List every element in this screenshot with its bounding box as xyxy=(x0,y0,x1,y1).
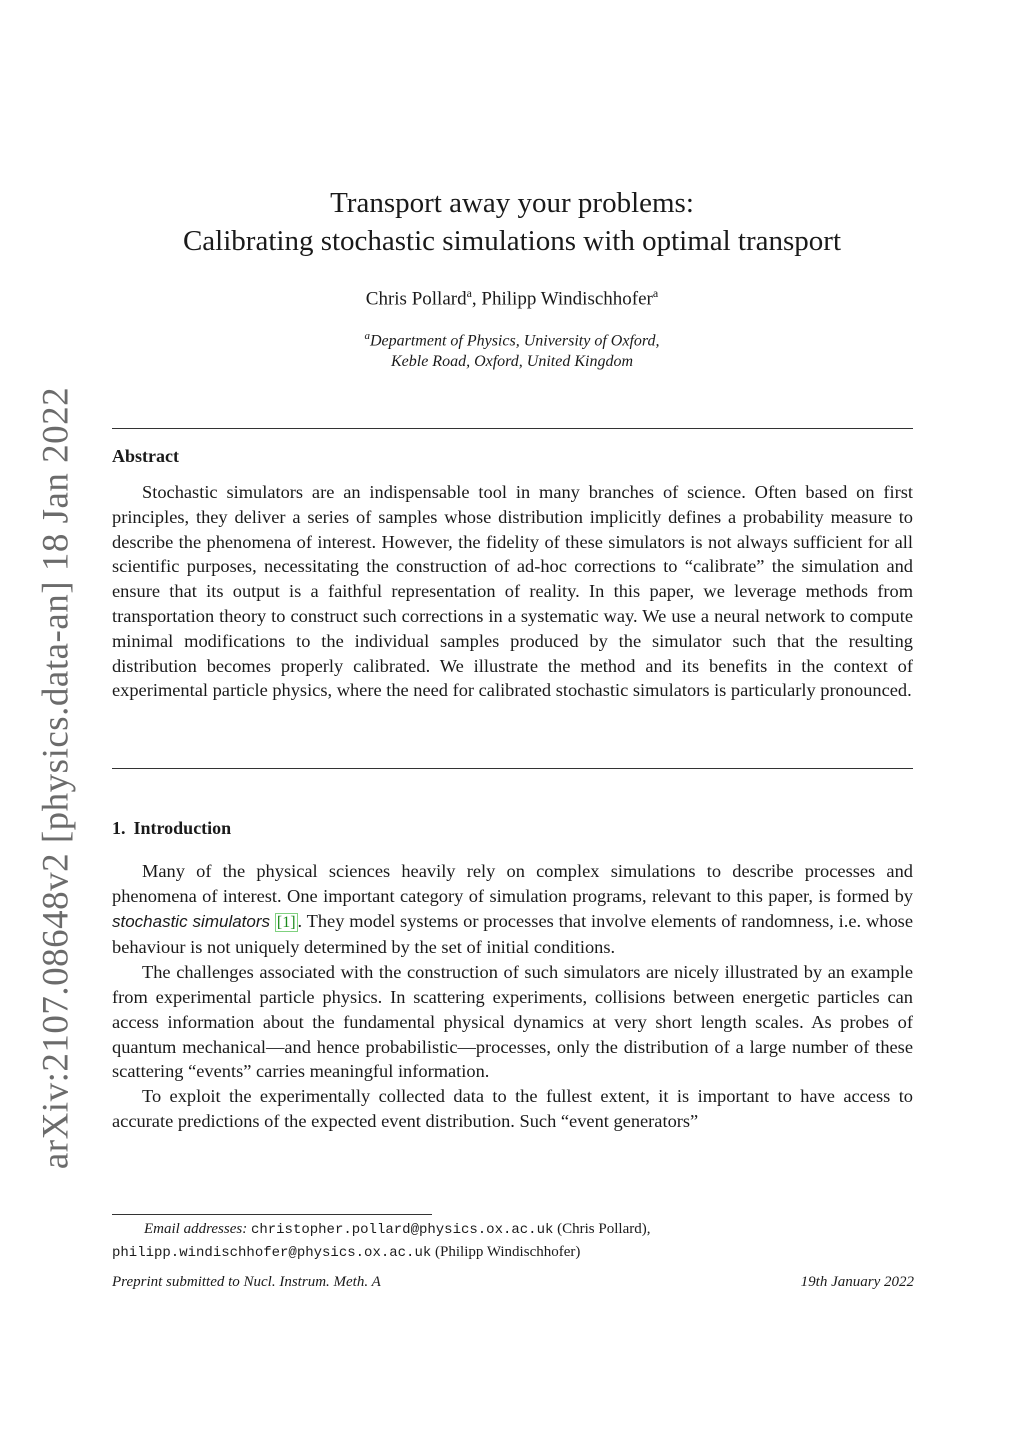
preprint-note: Preprint submitted to Nucl. Instrum. Meth. A xyxy=(112,1274,381,1290)
abstract-heading: Abstract xyxy=(112,446,179,466)
emphasis-stochastic-simulators: stochastic simulators xyxy=(112,911,271,931)
affiliation-line-2: Keble Road, Oxford, United Kingdom xyxy=(390,353,634,371)
section-title: Introduction xyxy=(133,818,232,838)
intro-paragraph-2: The challenges associated with the construction of such simulators are nicely illustrated by an example from experimental particle physics. In scattering experiments, collisions between energetic particles can access information about the fundamental physical dynamics at very short length scales. As probes of quantum mechanical—and hence probabilistic—processes, only the distribution of a large number of these scattering “events” carries meaningful information. xyxy=(112,962,913,1082)
preprint-date: 19th January 2022 xyxy=(800,1274,914,1290)
introduction-body xyxy=(112,859,913,1134)
email-link[interactable]: christopher.pollard@physics.ox.ac.uk xyxy=(250,1222,554,1238)
author-list xyxy=(112,286,912,310)
affiliation-line-1: Department of Physics, University of Oxford, xyxy=(369,332,660,350)
intro-paragraph-3: To exploit the experimentally collected data to the fullest extent, it is important to have access to accurate predictions of the expected event distribution. Such “event generators” xyxy=(112,1086,913,1131)
arxiv-identifier-stamp[interactable]: arXiv:2107.08648v2 [physics.data-an] 18 Jan 2022 xyxy=(35,386,77,1170)
section-heading-introduction xyxy=(112,818,231,839)
email-owner: (Chris Pollard), xyxy=(557,1221,651,1237)
author-affiliation-mark: a xyxy=(652,286,659,300)
affiliation-mark: a xyxy=(364,330,370,342)
abstract-text: Stochastic simulators are an indispensable tool in many branches of science. Often based on first principles, they deliver a series of samples whose distribution implicitly defines a probability measure to describe the phenomena of interest. However, the fidelity of these simulators is not always sufficient for all scientific purposes, necessitating the construction of ad-hoc corrections to “calibrate” the simulation and ensure that its output is a faithful representation of reality. In this paper, we leverage methods from transportation theory to construct such corrections in a systematic way. We use a neural network to compute minimal modifications to the individual samples produced by the simulator such that the resulting distribution becomes properly calibrated. We illustrate the method and its benefits in the context of experimental particle physics, where the need for calibrated stochastic simulators is particularly pronounced. xyxy=(112,482,913,701)
section-number: 1. xyxy=(112,818,126,838)
affiliation xyxy=(112,326,912,372)
footnote-rule xyxy=(112,1214,432,1215)
abstract-top-rule xyxy=(112,428,913,429)
citation-link[interactable]: [1] xyxy=(276,913,296,931)
author-separator: , xyxy=(471,288,482,310)
email-link[interactable]: philipp.windischhofer@physics.ox.ac.uk xyxy=(112,1245,432,1261)
paper-title xyxy=(112,184,912,260)
author-name: Chris Pollard xyxy=(365,288,467,310)
intro-paragraph-1: Many of the physical sciences heavily rely on complex simulations to describe processes and phenomena of interest. One important category of simulation programs, relevant to this paper, is formed by stochastic simulators [1] . They model systems or processes that involve elements of randomness, i.e. whose behaviour is not uniquely determined by the set of initial conditions. xyxy=(112,861,913,958)
author-affiliation-mark: a xyxy=(466,286,472,300)
footnote-label: Email addresses: xyxy=(144,1221,248,1237)
abstract-bottom-rule xyxy=(112,768,913,769)
abstract-body xyxy=(112,480,913,703)
title-line-2: Calibrating stochastic simulations with optimal transport xyxy=(182,225,842,257)
footnote-emails xyxy=(112,1218,913,1264)
title-line-1: Transport away your problems: xyxy=(330,187,694,219)
author-name: Philipp Windischhofer xyxy=(481,288,653,310)
email-owner: (Philipp Windischhofer) xyxy=(435,1244,581,1260)
